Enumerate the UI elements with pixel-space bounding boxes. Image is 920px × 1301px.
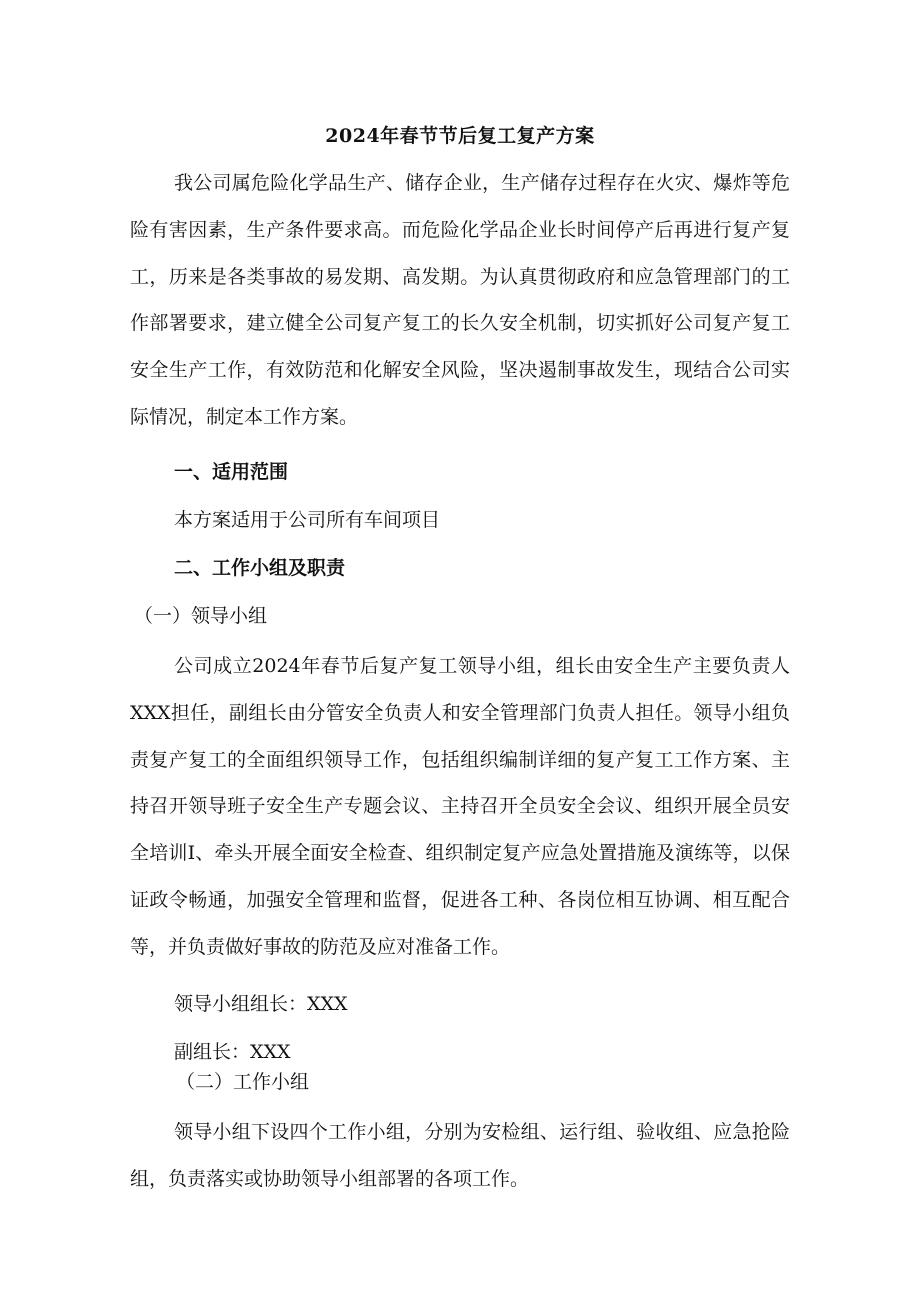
group-leader-line: 领导小组组长：XXX	[174, 993, 348, 1015]
subsection1-heading: （一）领导小组	[134, 605, 268, 627]
section1-text: 本方案适用于公司所有车间项目	[174, 509, 441, 531]
work-groups-paragraph: 领导小组下设四个工作小组，分别为安检组、运行组、验收组、应急抢险组，负责落实或协助领导小组部署的各项工作。	[130, 1121, 790, 1190]
section2-heading: 二、工作小组及职责	[174, 557, 346, 579]
leadership-group-paragraph: 公司成立2024年春节后复产复工领导小组，组长由安全生产主要负责人XXX担任，副组长由分管安全负责人和安全管理部门负责人担任。领导小组负责复产复工的全面组织领导工作，包括组织编制详细的复产复工工作方案、主持召开领导班子安全生产专题会议、主持召开全员安全会议、组织开展全员安全培训I、牵头开展全面安全检查、组织制定复产应急处置措施及演练等，以保证政令畅通，加强安全管理和监督，促进各工种、各岗位相互协调、相互配合等，并负责做好事故的防范及应对准备工作。	[130, 655, 790, 958]
subsection2-heading: （二）工作小组	[176, 1071, 310, 1093]
section1-heading: 一、适用范围	[174, 461, 289, 483]
intro-paragraph: 我公司属危险化学品生产、储存企业，生产储存过程存在火灾、爆炸等危险有害因素，生产条件要求高。而危险化学品企业长时间停产后再进行复产复工，历来是各类事故的易发期、高发期。为认真贯彻政府和应急管理部门的工作部署要求，建立健全公司复产复工的长久安全机制，切实抓好公司复产复工安全生产工作，有效防范和化解安全风险，坚决遏制事故发生，现结合公司实际情况，制定本工作方案。	[130, 172, 790, 428]
deputy-leader-line: 副组长：XXX	[174, 1041, 291, 1063]
document-title: 2024年春节节后复工复产方案	[325, 125, 595, 147]
